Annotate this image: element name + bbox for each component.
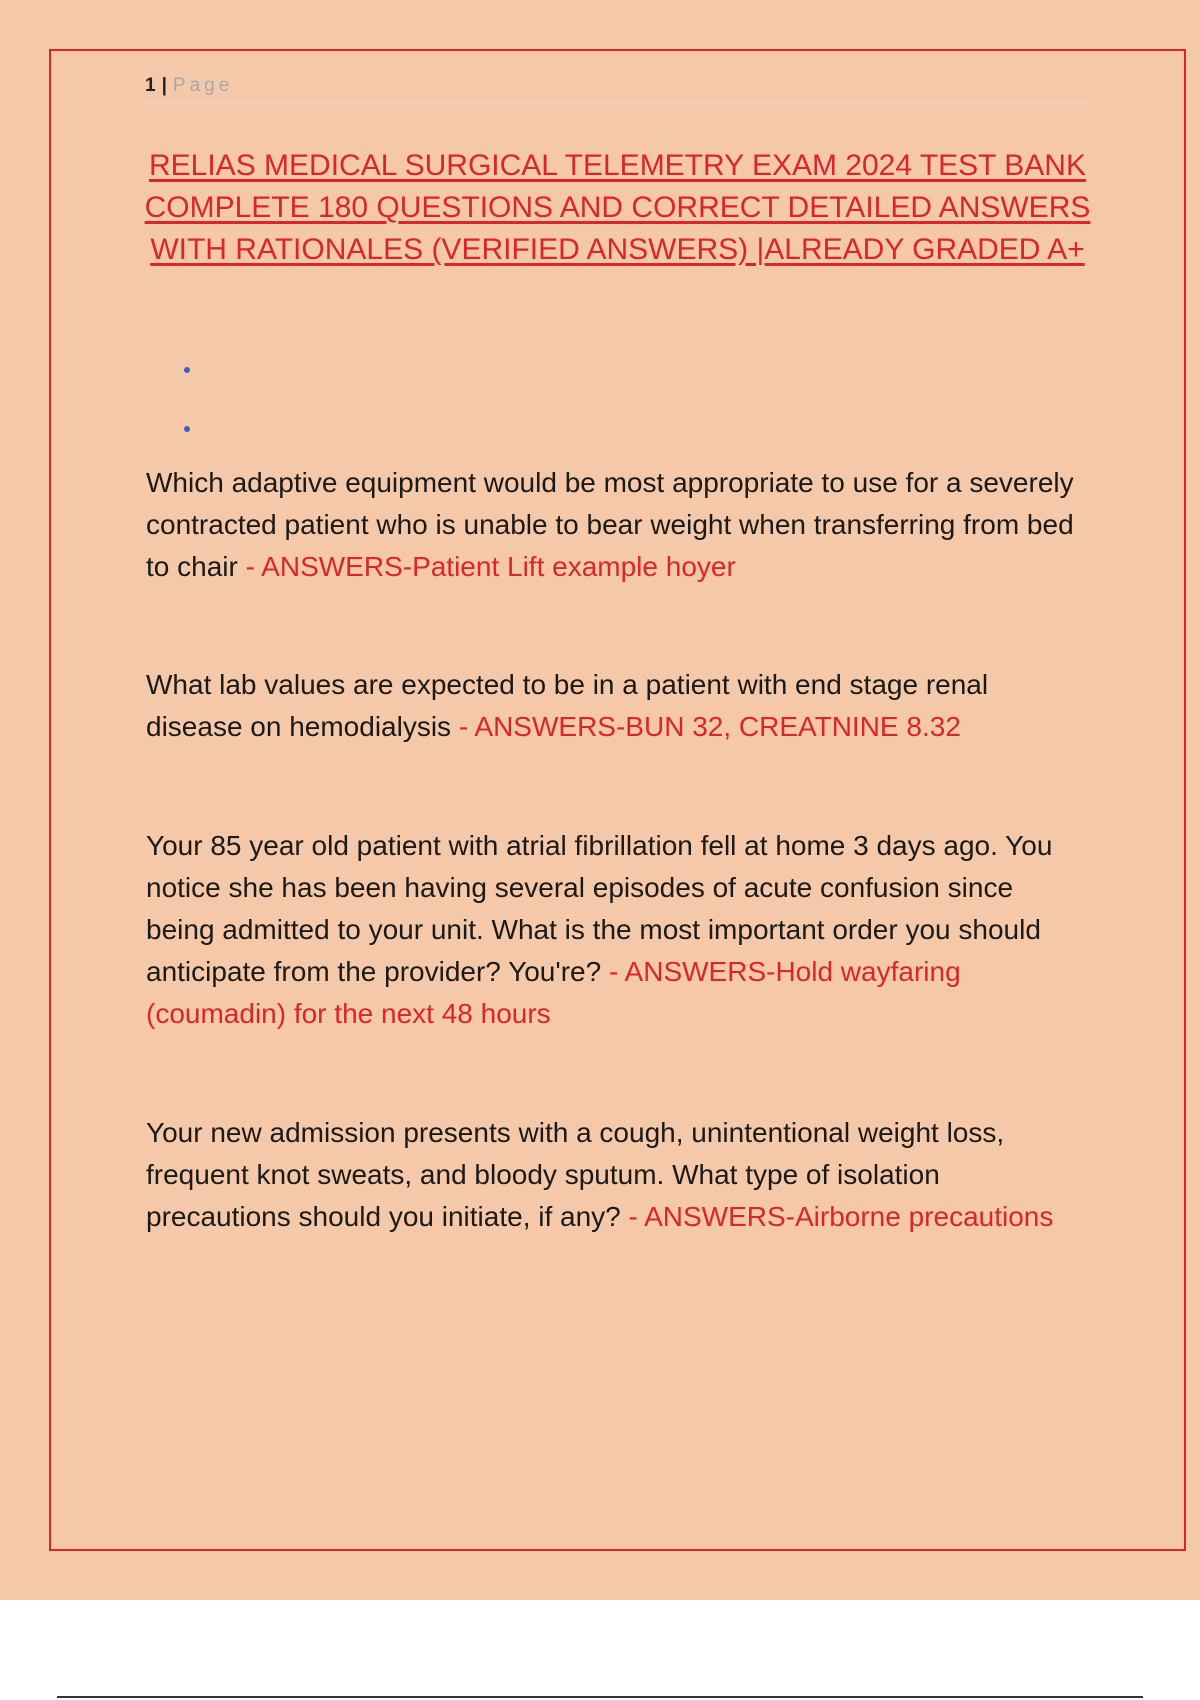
question-item xyxy=(146,462,1086,588)
question-text: Your new admission presents with a cough, unintentional weight loss, frequent knot sweats, and bloody sputum. What type of isolation precautions should you initiate, if any? xyxy=(146,1117,1005,1232)
footer-rule xyxy=(57,1696,1143,1698)
answer-text: - ANSWERS-Hold wayfaring (coumadin) for the next 48 hours xyxy=(146,956,961,1029)
bullet-dot xyxy=(184,426,190,432)
page-header xyxy=(145,74,1090,103)
page-label: Page xyxy=(172,75,234,96)
page-border xyxy=(49,49,1186,1551)
answer-text: - ANSWERS-Patient Lift example hoyer xyxy=(237,551,736,582)
page-number: 1 xyxy=(145,75,156,96)
bullet-dot xyxy=(184,367,190,373)
question-text: Which adaptive equipment would be most appropriate to use for a severely contracted patient who is unable to bear weight when transferring from bed to chair xyxy=(146,467,1074,582)
page-separator: | xyxy=(161,75,167,96)
question-item xyxy=(146,825,1086,1035)
answer-text: - ANSWERS-BUN 32, CREATNINE 8.32 xyxy=(451,711,961,742)
question-item xyxy=(146,1112,1086,1238)
answer-text: - ANSWERS-Airborne precautions xyxy=(620,1201,1054,1232)
document-title: RELIAS MEDICAL SURGICAL TELEMETRY EXAM 2024 TEST BANK COMPLETE 180 QUESTIONS AND CORRECT DETAILED ANSWERS WITH RATIONALES (VERIFIED ANSWERS) |ALREADY GRADED A+ xyxy=(144,149,1091,266)
question-item xyxy=(146,664,1086,748)
question-text: Your 85 year old patient with atrial fibrillation fell at home 3 days ago. You notice she has been having several episodes of acute confusion since being admitted to your unit. What is the most important order you should anticipate from the provider? You're? xyxy=(146,830,1053,987)
question-text: What lab values are expected to be in a patient with end stage renal disease on hemodialysis xyxy=(146,669,989,742)
